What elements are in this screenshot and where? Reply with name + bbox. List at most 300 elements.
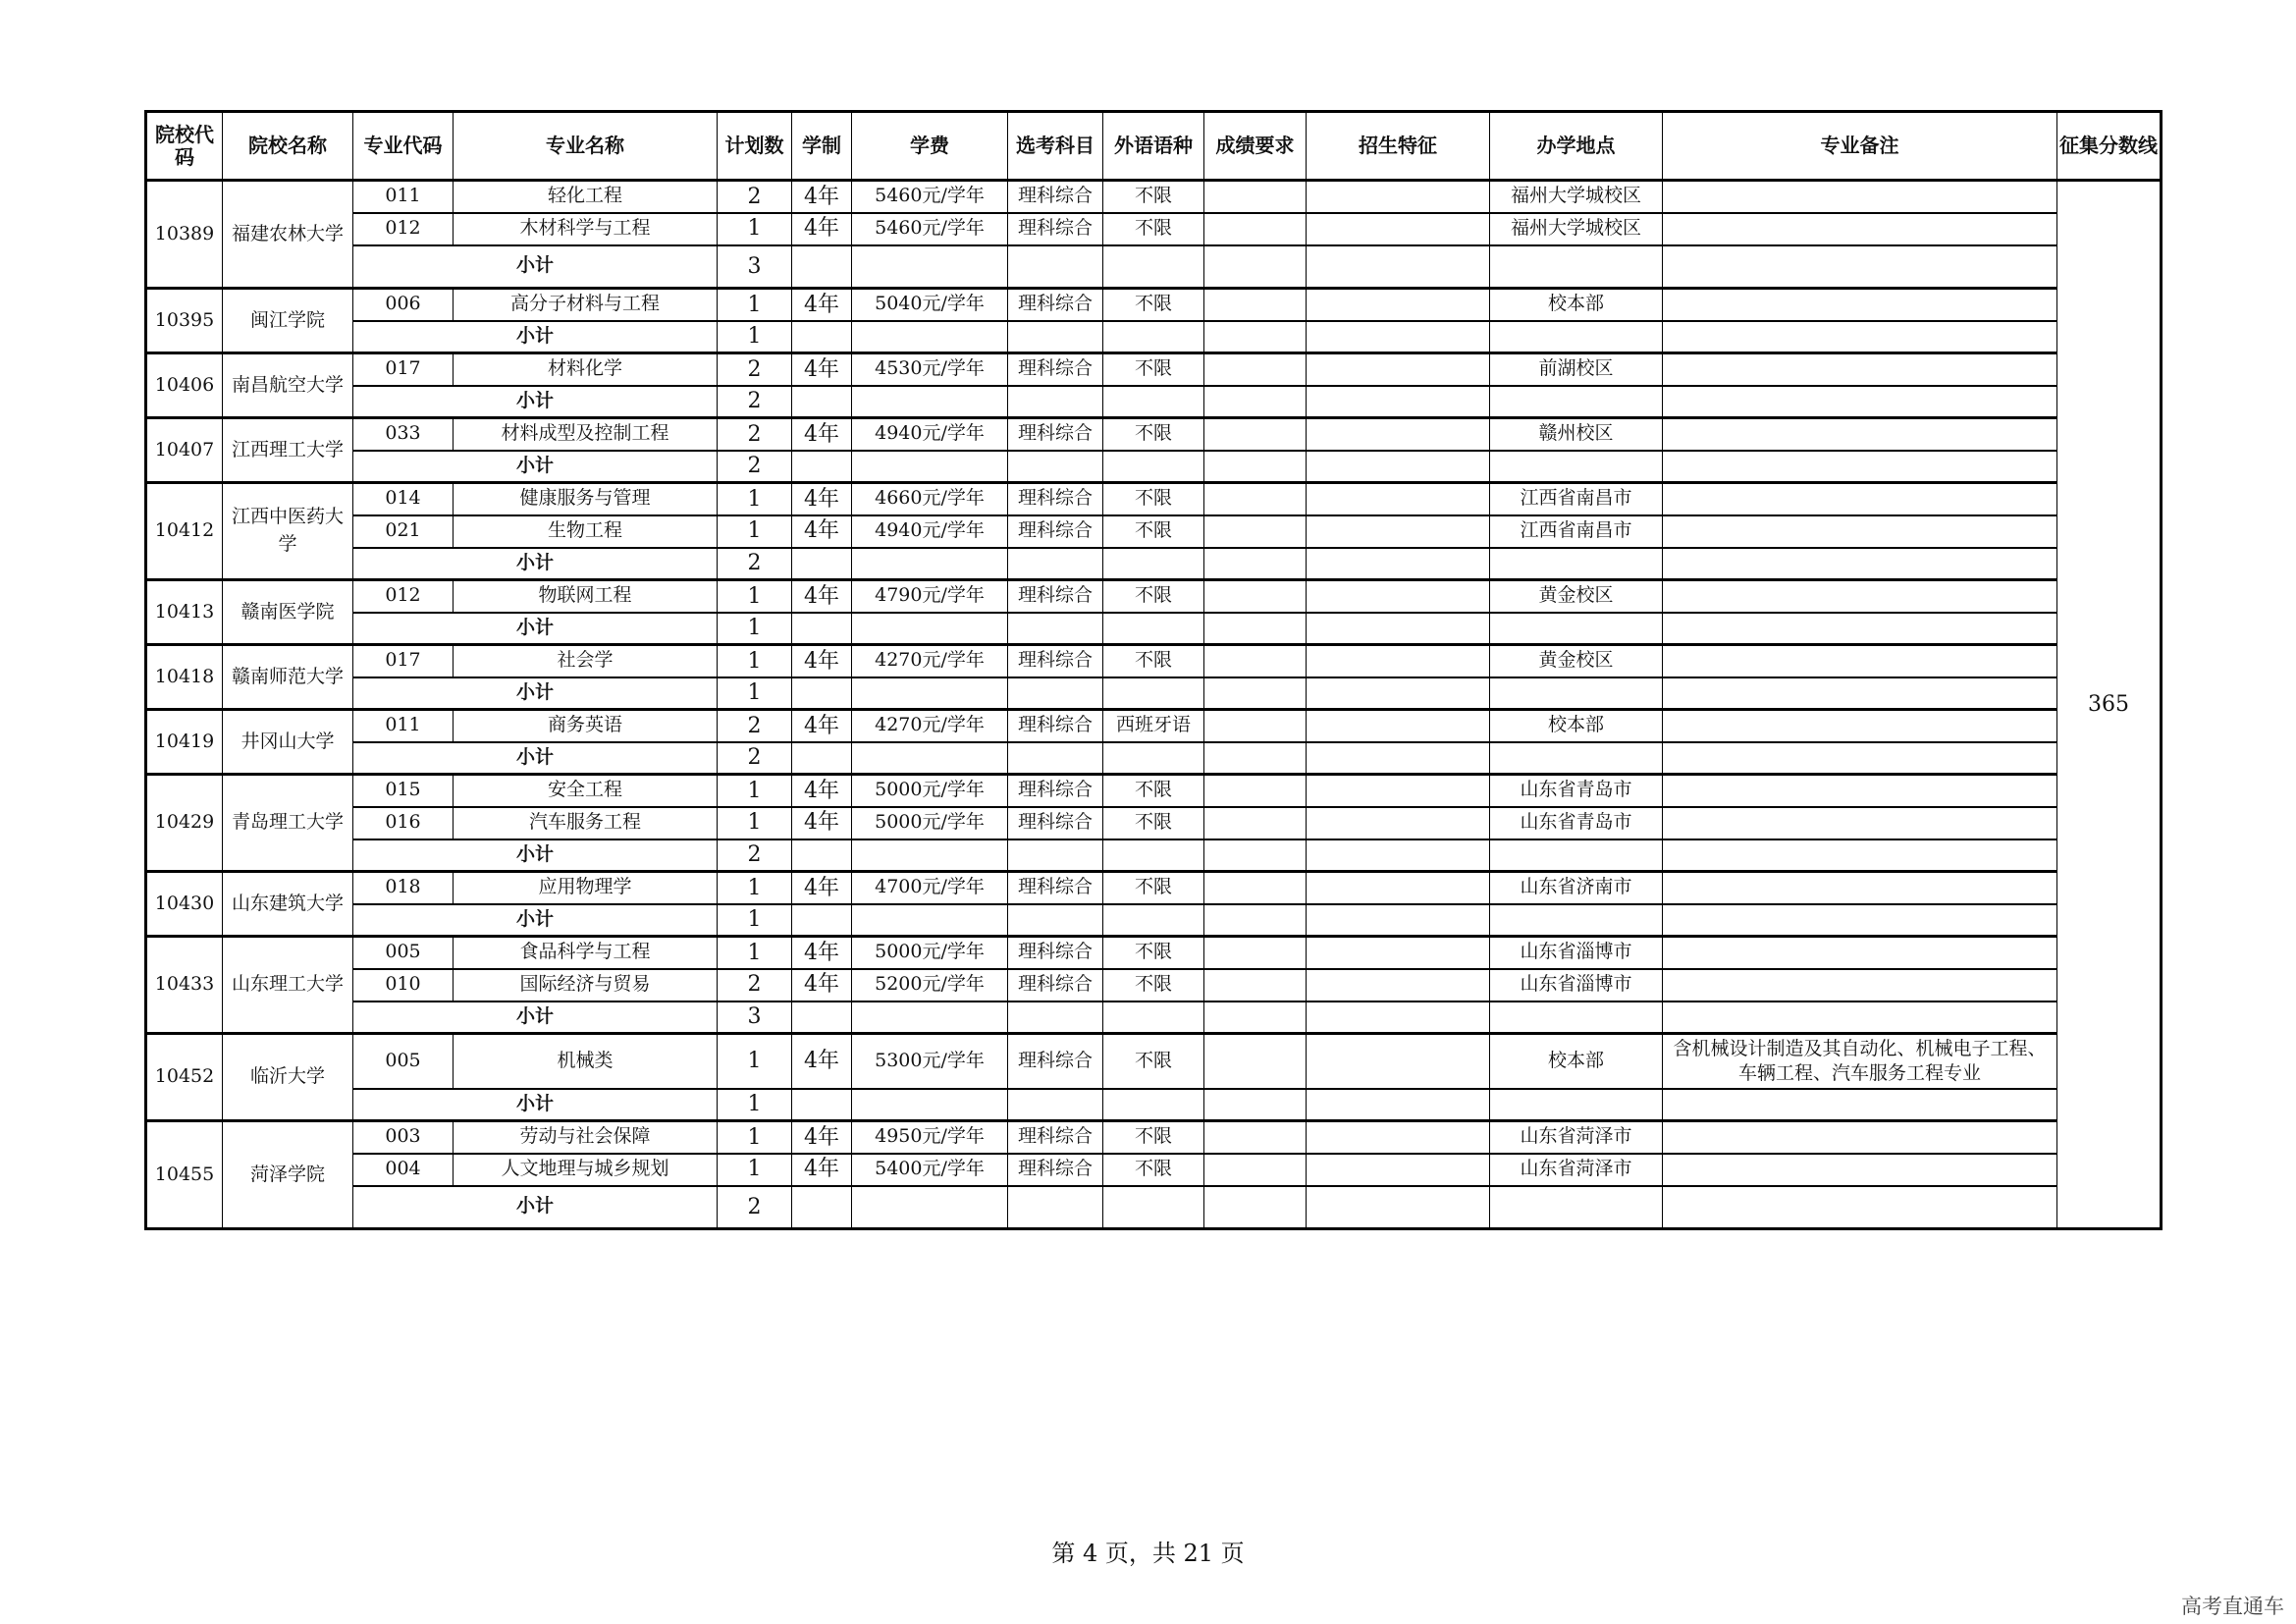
foreign-language: 不限 xyxy=(1103,1034,1204,1089)
exam-subject: 理科综合 xyxy=(1008,872,1103,904)
empty-cell xyxy=(792,839,852,872)
empty-cell xyxy=(1103,904,1204,937)
empty-cell xyxy=(1307,321,1490,353)
subtotal-label: 小计 xyxy=(353,386,718,418)
subtotal-row xyxy=(146,1001,2162,1034)
empty-cell xyxy=(1103,548,1204,580)
study-years: 4年 xyxy=(792,969,852,1001)
tuition-fee: 4950元/学年 xyxy=(852,1121,1008,1154)
plan-count: 1 xyxy=(718,1034,792,1089)
campus-location: 前湖校区 xyxy=(1490,353,1663,386)
school-name: 赣南师范大学 xyxy=(223,645,353,710)
header-fee: 学费 xyxy=(852,112,1008,181)
major-code: 010 xyxy=(353,969,454,1001)
header-years: 学制 xyxy=(792,112,852,181)
foreign-language: 西班牙语 xyxy=(1103,710,1204,742)
empty-cell xyxy=(1490,1089,1663,1121)
subtotal-row xyxy=(146,742,2162,775)
enroll-feature xyxy=(1307,181,1490,213)
empty-cell xyxy=(1307,1001,1490,1034)
empty-cell xyxy=(1008,245,1103,289)
score-requirement xyxy=(1204,353,1307,386)
school-name: 福建农林大学 xyxy=(223,181,353,289)
subtotal-value: 1 xyxy=(718,321,792,353)
major-note xyxy=(1663,353,2057,386)
empty-cell xyxy=(852,677,1008,710)
empty-cell xyxy=(1307,904,1490,937)
empty-cell xyxy=(1490,613,1663,645)
study-years: 4年 xyxy=(792,645,852,677)
empty-cell xyxy=(1307,245,1490,289)
subtotal-row xyxy=(146,386,2162,418)
empty-cell xyxy=(1103,839,1204,872)
school-name: 江西中医药大学 xyxy=(223,483,353,580)
subtotal-row xyxy=(146,451,2162,483)
foreign-language: 不限 xyxy=(1103,353,1204,386)
empty-cell xyxy=(1490,1186,1663,1229)
plan-count: 2 xyxy=(718,353,792,386)
empty-cell xyxy=(792,548,852,580)
enroll-feature xyxy=(1307,969,1490,1001)
enroll-feature xyxy=(1307,213,1490,245)
empty-cell xyxy=(792,1089,852,1121)
subtotal-label: 小计 xyxy=(353,1001,718,1034)
major-note xyxy=(1663,213,2057,245)
plan-count: 1 xyxy=(718,937,792,969)
subtotal-value: 2 xyxy=(718,548,792,580)
subtotal-row xyxy=(146,1089,2162,1121)
subtotal-row xyxy=(146,904,2162,937)
exam-subject: 理科综合 xyxy=(1008,515,1103,548)
study-years: 4年 xyxy=(792,872,852,904)
header-score-line: 征集分数线 xyxy=(2057,112,2162,181)
major-code: 017 xyxy=(353,645,454,677)
subtotal-label: 小计 xyxy=(353,451,718,483)
foreign-language: 不限 xyxy=(1103,937,1204,969)
empty-cell xyxy=(1204,1001,1307,1034)
exam-subject: 理科综合 xyxy=(1008,353,1103,386)
plan-count: 2 xyxy=(718,969,792,1001)
table-row xyxy=(146,937,2162,969)
subtotal-label: 小计 xyxy=(353,904,718,937)
school-name: 山东理工大学 xyxy=(223,937,353,1034)
enroll-feature xyxy=(1307,775,1490,807)
campus-location: 福州大学城校区 xyxy=(1490,181,1663,213)
empty-cell xyxy=(1204,321,1307,353)
empty-cell xyxy=(852,613,1008,645)
empty-cell xyxy=(1307,839,1490,872)
major-note xyxy=(1663,872,2057,904)
exam-subject: 理科综合 xyxy=(1008,418,1103,451)
empty-cell xyxy=(1103,1089,1204,1121)
empty-cell xyxy=(1008,839,1103,872)
campus-location: 山东省淄博市 xyxy=(1490,937,1663,969)
empty-cell xyxy=(1008,1089,1103,1121)
subtotal-value: 2 xyxy=(718,386,792,418)
table-row xyxy=(146,1154,2162,1186)
enroll-feature xyxy=(1307,807,1490,839)
empty-cell xyxy=(852,386,1008,418)
header-major-name: 专业名称 xyxy=(454,112,718,181)
school-code: 10430 xyxy=(146,872,223,937)
foreign-language: 不限 xyxy=(1103,515,1204,548)
empty-cell xyxy=(1663,451,2057,483)
tuition-fee: 4790元/学年 xyxy=(852,580,1008,613)
major-note xyxy=(1663,937,2057,969)
empty-cell xyxy=(792,742,852,775)
header-note: 专业备注 xyxy=(1663,112,2057,181)
empty-cell xyxy=(852,548,1008,580)
major-name: 应用物理学 xyxy=(454,872,718,904)
empty-cell xyxy=(1663,904,2057,937)
subtotal-row xyxy=(146,839,2162,872)
subtotal-value: 1 xyxy=(718,904,792,937)
study-years: 4年 xyxy=(792,807,852,839)
exam-subject: 理科综合 xyxy=(1008,1154,1103,1186)
study-years: 4年 xyxy=(792,775,852,807)
enroll-feature xyxy=(1307,353,1490,386)
major-name: 材料化学 xyxy=(454,353,718,386)
empty-cell xyxy=(1204,548,1307,580)
major-code: 004 xyxy=(353,1154,454,1186)
header-plan: 计划数 xyxy=(718,112,792,181)
subtotal-label: 小计 xyxy=(353,742,718,775)
empty-cell xyxy=(1103,677,1204,710)
subtotal-label: 小计 xyxy=(353,548,718,580)
score-requirement xyxy=(1204,483,1307,515)
school-code: 10419 xyxy=(146,710,223,775)
major-name: 材料成型及控制工程 xyxy=(454,418,718,451)
table-row xyxy=(146,1034,2162,1089)
subtotal-row xyxy=(146,321,2162,353)
empty-cell xyxy=(1307,613,1490,645)
header-school-name: 院校名称 xyxy=(223,112,353,181)
major-name: 健康服务与管理 xyxy=(454,483,718,515)
empty-cell xyxy=(1008,1001,1103,1034)
subtotal-value: 2 xyxy=(718,451,792,483)
major-name: 食品科学与工程 xyxy=(454,937,718,969)
study-years: 4年 xyxy=(792,1034,852,1089)
major-code: 021 xyxy=(353,515,454,548)
empty-cell xyxy=(792,1001,852,1034)
empty-cell xyxy=(792,321,852,353)
empty-cell xyxy=(1008,742,1103,775)
plan-count: 1 xyxy=(718,515,792,548)
study-years: 4年 xyxy=(792,213,852,245)
plan-count: 1 xyxy=(718,872,792,904)
score-requirement xyxy=(1204,969,1307,1001)
study-years: 4年 xyxy=(792,418,852,451)
major-note xyxy=(1663,807,2057,839)
empty-cell xyxy=(1663,386,2057,418)
exam-subject: 理科综合 xyxy=(1008,483,1103,515)
exam-subject: 理科综合 xyxy=(1008,937,1103,969)
campus-location: 江西省南昌市 xyxy=(1490,515,1663,548)
campus-location: 山东省青岛市 xyxy=(1490,807,1663,839)
major-name: 机械类 xyxy=(454,1034,718,1089)
study-years: 4年 xyxy=(792,1121,852,1154)
major-name: 轻化工程 xyxy=(454,181,718,213)
major-name: 商务英语 xyxy=(454,710,718,742)
score-requirement xyxy=(1204,1034,1307,1089)
major-code: 003 xyxy=(353,1121,454,1154)
empty-cell xyxy=(852,245,1008,289)
school-code: 10452 xyxy=(146,1034,223,1121)
exam-subject: 理科综合 xyxy=(1008,807,1103,839)
empty-cell xyxy=(1490,677,1663,710)
empty-cell xyxy=(792,1186,852,1229)
school-code: 10407 xyxy=(146,418,223,483)
campus-location: 山东省济南市 xyxy=(1490,872,1663,904)
subtotal-value: 2 xyxy=(718,742,792,775)
empty-cell xyxy=(1663,1089,2057,1121)
plan-count: 1 xyxy=(718,1121,792,1154)
campus-location: 校本部 xyxy=(1490,289,1663,321)
empty-cell xyxy=(1307,742,1490,775)
empty-cell xyxy=(1204,839,1307,872)
tuition-fee: 5400元/学年 xyxy=(852,1154,1008,1186)
empty-cell xyxy=(1490,321,1663,353)
plan-count: 1 xyxy=(718,1154,792,1186)
tuition-fee: 4660元/学年 xyxy=(852,483,1008,515)
table-row xyxy=(146,418,2162,451)
empty-cell xyxy=(852,1089,1008,1121)
table-row xyxy=(146,181,2162,213)
table-row xyxy=(146,872,2162,904)
empty-cell xyxy=(1663,742,2057,775)
empty-cell xyxy=(1103,1001,1204,1034)
school-name: 闽江学院 xyxy=(223,289,353,353)
tuition-fee: 5000元/学年 xyxy=(852,937,1008,969)
empty-cell xyxy=(1008,904,1103,937)
empty-cell xyxy=(1008,321,1103,353)
empty-cell xyxy=(1490,386,1663,418)
study-years: 4年 xyxy=(792,710,852,742)
table-row xyxy=(146,289,2162,321)
header-row xyxy=(146,112,2162,181)
subtotal-label: 小计 xyxy=(353,1186,718,1229)
empty-cell xyxy=(1663,548,2057,580)
tuition-fee: 4940元/学年 xyxy=(852,418,1008,451)
foreign-language: 不限 xyxy=(1103,418,1204,451)
major-name: 木材科学与工程 xyxy=(454,213,718,245)
enroll-feature xyxy=(1307,483,1490,515)
subtotal-value: 1 xyxy=(718,613,792,645)
campus-location: 山东省菏泽市 xyxy=(1490,1121,1663,1154)
tuition-fee: 5300元/学年 xyxy=(852,1034,1008,1089)
empty-cell xyxy=(1103,1186,1204,1229)
subtotal-row xyxy=(146,677,2162,710)
empty-cell xyxy=(1307,451,1490,483)
campus-location: 福州大学城校区 xyxy=(1490,213,1663,245)
enroll-feature xyxy=(1307,289,1490,321)
enroll-feature xyxy=(1307,710,1490,742)
study-years: 4年 xyxy=(792,483,852,515)
empty-cell xyxy=(1307,386,1490,418)
plan-count: 2 xyxy=(718,181,792,213)
empty-cell xyxy=(852,742,1008,775)
tuition-fee: 5460元/学年 xyxy=(852,181,1008,213)
exam-subject: 理科综合 xyxy=(1008,213,1103,245)
exam-subject: 理科综合 xyxy=(1008,1034,1103,1089)
school-code: 10406 xyxy=(146,353,223,418)
score-requirement xyxy=(1204,710,1307,742)
subtotal-label: 小计 xyxy=(353,839,718,872)
subtotal-value: 2 xyxy=(718,1186,792,1229)
subtotal-value: 3 xyxy=(718,1001,792,1034)
major-name: 国际经济与贸易 xyxy=(454,969,718,1001)
campus-location: 山东省淄博市 xyxy=(1490,969,1663,1001)
empty-cell xyxy=(1490,1001,1663,1034)
empty-cell xyxy=(1204,677,1307,710)
plan-count: 1 xyxy=(718,213,792,245)
school-code: 10413 xyxy=(146,580,223,645)
enroll-feature xyxy=(1307,645,1490,677)
study-years: 4年 xyxy=(792,353,852,386)
empty-cell xyxy=(1204,386,1307,418)
empty-cell xyxy=(1103,386,1204,418)
subtotal-row xyxy=(146,1186,2162,1229)
foreign-language: 不限 xyxy=(1103,580,1204,613)
major-code: 033 xyxy=(353,418,454,451)
subtotal-label: 小计 xyxy=(353,613,718,645)
table-body xyxy=(146,181,2162,1229)
empty-cell xyxy=(1008,1186,1103,1229)
exam-subject: 理科综合 xyxy=(1008,710,1103,742)
empty-cell xyxy=(1103,451,1204,483)
score-requirement xyxy=(1204,418,1307,451)
empty-cell xyxy=(1663,1186,2057,1229)
major-note xyxy=(1663,181,2057,213)
major-name: 安全工程 xyxy=(454,775,718,807)
exam-subject: 理科综合 xyxy=(1008,289,1103,321)
empty-cell xyxy=(1103,742,1204,775)
school-code: 10429 xyxy=(146,775,223,872)
header-score-req: 成绩要求 xyxy=(1204,112,1307,181)
enroll-feature xyxy=(1307,418,1490,451)
empty-cell xyxy=(1307,677,1490,710)
empty-cell xyxy=(1490,839,1663,872)
enroll-feature xyxy=(1307,1154,1490,1186)
major-code: 014 xyxy=(353,483,454,515)
major-note xyxy=(1663,483,2057,515)
empty-cell xyxy=(1490,548,1663,580)
tuition-fee: 5000元/学年 xyxy=(852,807,1008,839)
empty-cell xyxy=(792,451,852,483)
foreign-language: 不限 xyxy=(1103,645,1204,677)
school-code: 10433 xyxy=(146,937,223,1034)
subtotal-value: 1 xyxy=(718,677,792,710)
foreign-language: 不限 xyxy=(1103,483,1204,515)
major-code: 015 xyxy=(353,775,454,807)
score-requirement xyxy=(1204,872,1307,904)
school-name: 南昌航空大学 xyxy=(223,353,353,418)
study-years: 4年 xyxy=(792,181,852,213)
major-note xyxy=(1663,580,2057,613)
campus-location: 黄金校区 xyxy=(1490,580,1663,613)
major-code: 016 xyxy=(353,807,454,839)
empty-cell xyxy=(1490,742,1663,775)
major-note xyxy=(1663,1154,2057,1186)
major-code: 017 xyxy=(353,353,454,386)
empty-cell xyxy=(1204,451,1307,483)
tuition-fee: 4270元/学年 xyxy=(852,645,1008,677)
empty-cell xyxy=(1204,1089,1307,1121)
table-row xyxy=(146,515,2162,548)
score-requirement xyxy=(1204,1154,1307,1186)
empty-cell xyxy=(852,1001,1008,1034)
major-name: 高分子材料与工程 xyxy=(454,289,718,321)
empty-cell xyxy=(1307,548,1490,580)
header-major-code: 专业代码 xyxy=(353,112,454,181)
major-name: 汽车服务工程 xyxy=(454,807,718,839)
empty-cell xyxy=(1663,613,2057,645)
subtotal-value: 3 xyxy=(718,245,792,289)
empty-cell xyxy=(1490,245,1663,289)
school-code: 10389 xyxy=(146,181,223,289)
table-row xyxy=(146,710,2162,742)
foreign-language: 不限 xyxy=(1103,775,1204,807)
plan-count: 1 xyxy=(718,289,792,321)
school-name: 井冈山大学 xyxy=(223,710,353,775)
empty-cell xyxy=(1490,451,1663,483)
major-note xyxy=(1663,418,2057,451)
subtotal-row xyxy=(146,245,2162,289)
header-school-code: 院校代码 xyxy=(146,112,223,181)
study-years: 4年 xyxy=(792,1154,852,1186)
enroll-feature xyxy=(1307,1121,1490,1154)
subtotal-value: 2 xyxy=(718,839,792,872)
empty-cell xyxy=(1008,613,1103,645)
exam-subject: 理科综合 xyxy=(1008,580,1103,613)
empty-cell xyxy=(1663,839,2057,872)
study-years: 4年 xyxy=(792,515,852,548)
empty-cell xyxy=(1204,613,1307,645)
empty-cell xyxy=(1307,1089,1490,1121)
empty-cell xyxy=(1663,321,2057,353)
score-requirement xyxy=(1204,807,1307,839)
empty-cell xyxy=(852,839,1008,872)
school-name: 临沂大学 xyxy=(223,1034,353,1121)
foreign-language: 不限 xyxy=(1103,872,1204,904)
score-requirement xyxy=(1204,213,1307,245)
subtotal-label: 小计 xyxy=(353,321,718,353)
empty-cell xyxy=(1204,1186,1307,1229)
table-row xyxy=(146,807,2162,839)
tuition-fee: 5200元/学年 xyxy=(852,969,1008,1001)
school-code: 10455 xyxy=(146,1121,223,1229)
major-note xyxy=(1663,969,2057,1001)
major-note xyxy=(1663,645,2057,677)
score-requirement xyxy=(1204,1121,1307,1154)
watermark: 高考直通车 xyxy=(2181,1595,2284,1618)
campus-location: 江西省南昌市 xyxy=(1490,483,1663,515)
table-row xyxy=(146,969,2162,1001)
empty-cell xyxy=(1204,742,1307,775)
school-code: 10418 xyxy=(146,645,223,710)
header-features: 招生特征 xyxy=(1307,112,1490,181)
empty-cell xyxy=(1204,904,1307,937)
major-code: 012 xyxy=(353,213,454,245)
empty-cell xyxy=(852,451,1008,483)
plan-count: 1 xyxy=(718,580,792,613)
major-name: 生物工程 xyxy=(454,515,718,548)
score-requirement xyxy=(1204,515,1307,548)
exam-subject: 理科综合 xyxy=(1008,969,1103,1001)
school-name: 江西理工大学 xyxy=(223,418,353,483)
school-name: 青岛理工大学 xyxy=(223,775,353,872)
enroll-feature xyxy=(1307,1034,1490,1089)
